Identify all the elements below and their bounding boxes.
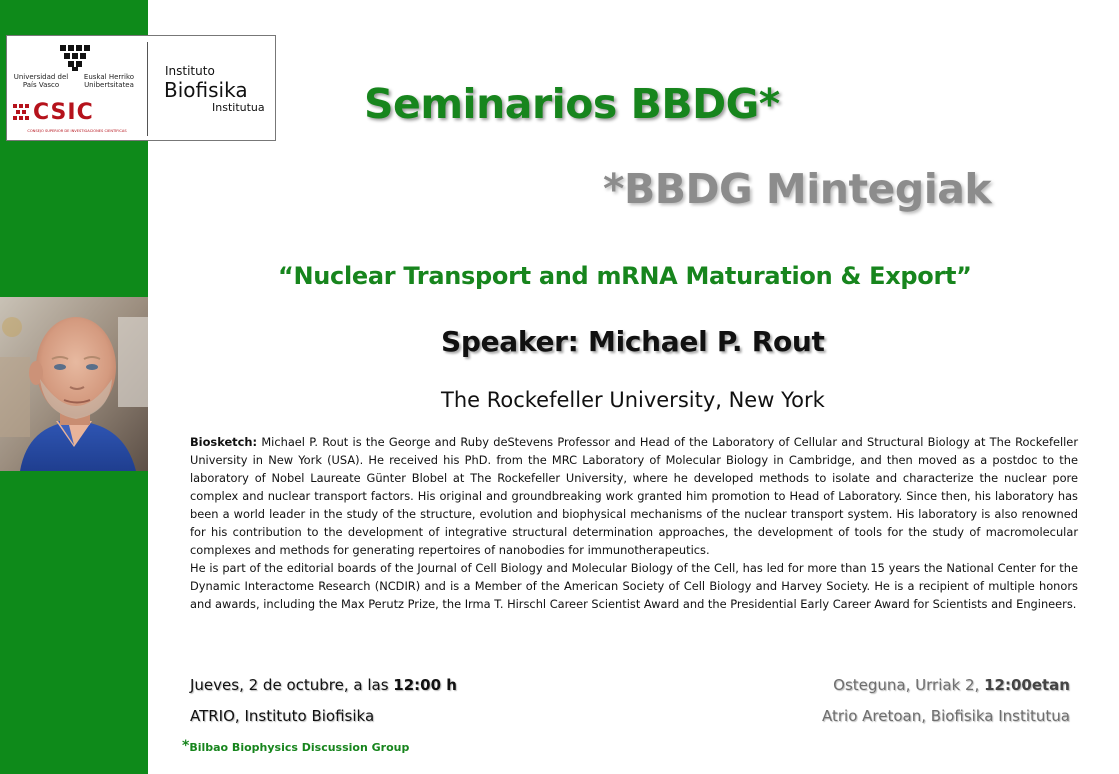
footnote — [182, 738, 410, 757]
bio-paragraph-1 — [190, 433, 1078, 559]
speaker-photo — [0, 297, 148, 471]
event-date-es — [190, 676, 457, 694]
institute-line-2: Biofisika — [164, 78, 248, 102]
bio-text-1: Michael P. Rout is the George and Ruby deStevens Professor and Head of the Laboratory of Cellular and Structural Biology at The Rockefeller University in New York (USA). He received his PhD. from the MRC Laboratory of Molecular Biology in Cambridge, and then moved as a postdoc to the laboratory of Nobel Laureate Günter Blobel at The Rockefeller University, where he developed methods to isolate and characterize the nuclear pore complex and nuclear transport factors. His original and groundbreaking work granted him promotion to Head of Laboratory. Since then, his laboratory has been a world leader in the study of the structure, evolution and biophysical mechanisms of the nuclear transport system. His laboratory is also renowned for his contribution to the development of integrative structural determination approaches, the development of tools for the study of macromolecular complexes and methods for generating repertoires of nanobodies for immunotherapeutics. — [190, 435, 1078, 557]
bio-label: Biosketch: — [190, 435, 258, 449]
speaker-name: Speaker: Michael P. Rout — [441, 325, 825, 358]
speaker-affiliation: The Rockefeller University, New York — [441, 388, 825, 412]
talk-title: “Nuclear Transport and mRNA Maturation & Export” — [278, 262, 972, 290]
logo-divider — [147, 42, 148, 136]
seminar-title-es: Seminarios BBDG* — [364, 80, 780, 128]
institute-line-3: Institutua — [212, 101, 265, 114]
ehu-csic-logos — [7, 36, 147, 140]
time-es: 12:00 h — [393, 676, 457, 694]
bio-paragraph-2: He is part of the editorial boards of the Journal of Cell Biology and Molecular Biology of the Cell, has led for more than 15 years the National Center for the Dynamic Interactome Research (NCDIR) and is a Member of the American Society of Cell Biology and Harvey Society. He is a recipient of multiple honors and awards, including the Max Perutz Prize, the Irma T. Hirschl Career Scientist Award and the Presidential Early Career Award for Scientists and Engineers. — [190, 561, 1078, 611]
time-eu: 12:00etan — [984, 676, 1070, 694]
footnote-star: * — [182, 738, 190, 754]
biosketch — [190, 433, 1078, 613]
seminar-title-eu: *BBDG Mintegiak — [603, 165, 992, 213]
date-es-text: Jueves, 2 de octubre, a las — [190, 676, 394, 694]
event-venue-eu: Atrio Aretoan, Biofisika Institutua — [822, 707, 1070, 725]
logo-panel — [6, 35, 276, 141]
ehu-emblem-icon — [56, 42, 94, 72]
institute-line-1: Instituto — [165, 64, 215, 78]
footnote-text: Bilbao Biophysics Discussion Group — [189, 741, 410, 754]
csic-emblem-icon — [13, 104, 29, 120]
date-eu-text: Osteguna, Urriak 2, — [833, 676, 985, 694]
speaker-portrait-image — [0, 297, 148, 471]
csic-logo-text: CSIC — [33, 100, 94, 125]
event-date-eu — [833, 676, 1070, 694]
event-venue-es: ATRIO, Instituto Biofisika — [190, 707, 375, 725]
ehu-name-es: Universidad del País Vasco — [13, 73, 69, 89]
csic-subtitle: CONSEJO SUPERIOR DE INVESTIGACIONES CIENTÍFICAS — [27, 129, 127, 133]
ehu-name-eu: Euskal Herriko Unibertsitatea — [83, 73, 135, 89]
